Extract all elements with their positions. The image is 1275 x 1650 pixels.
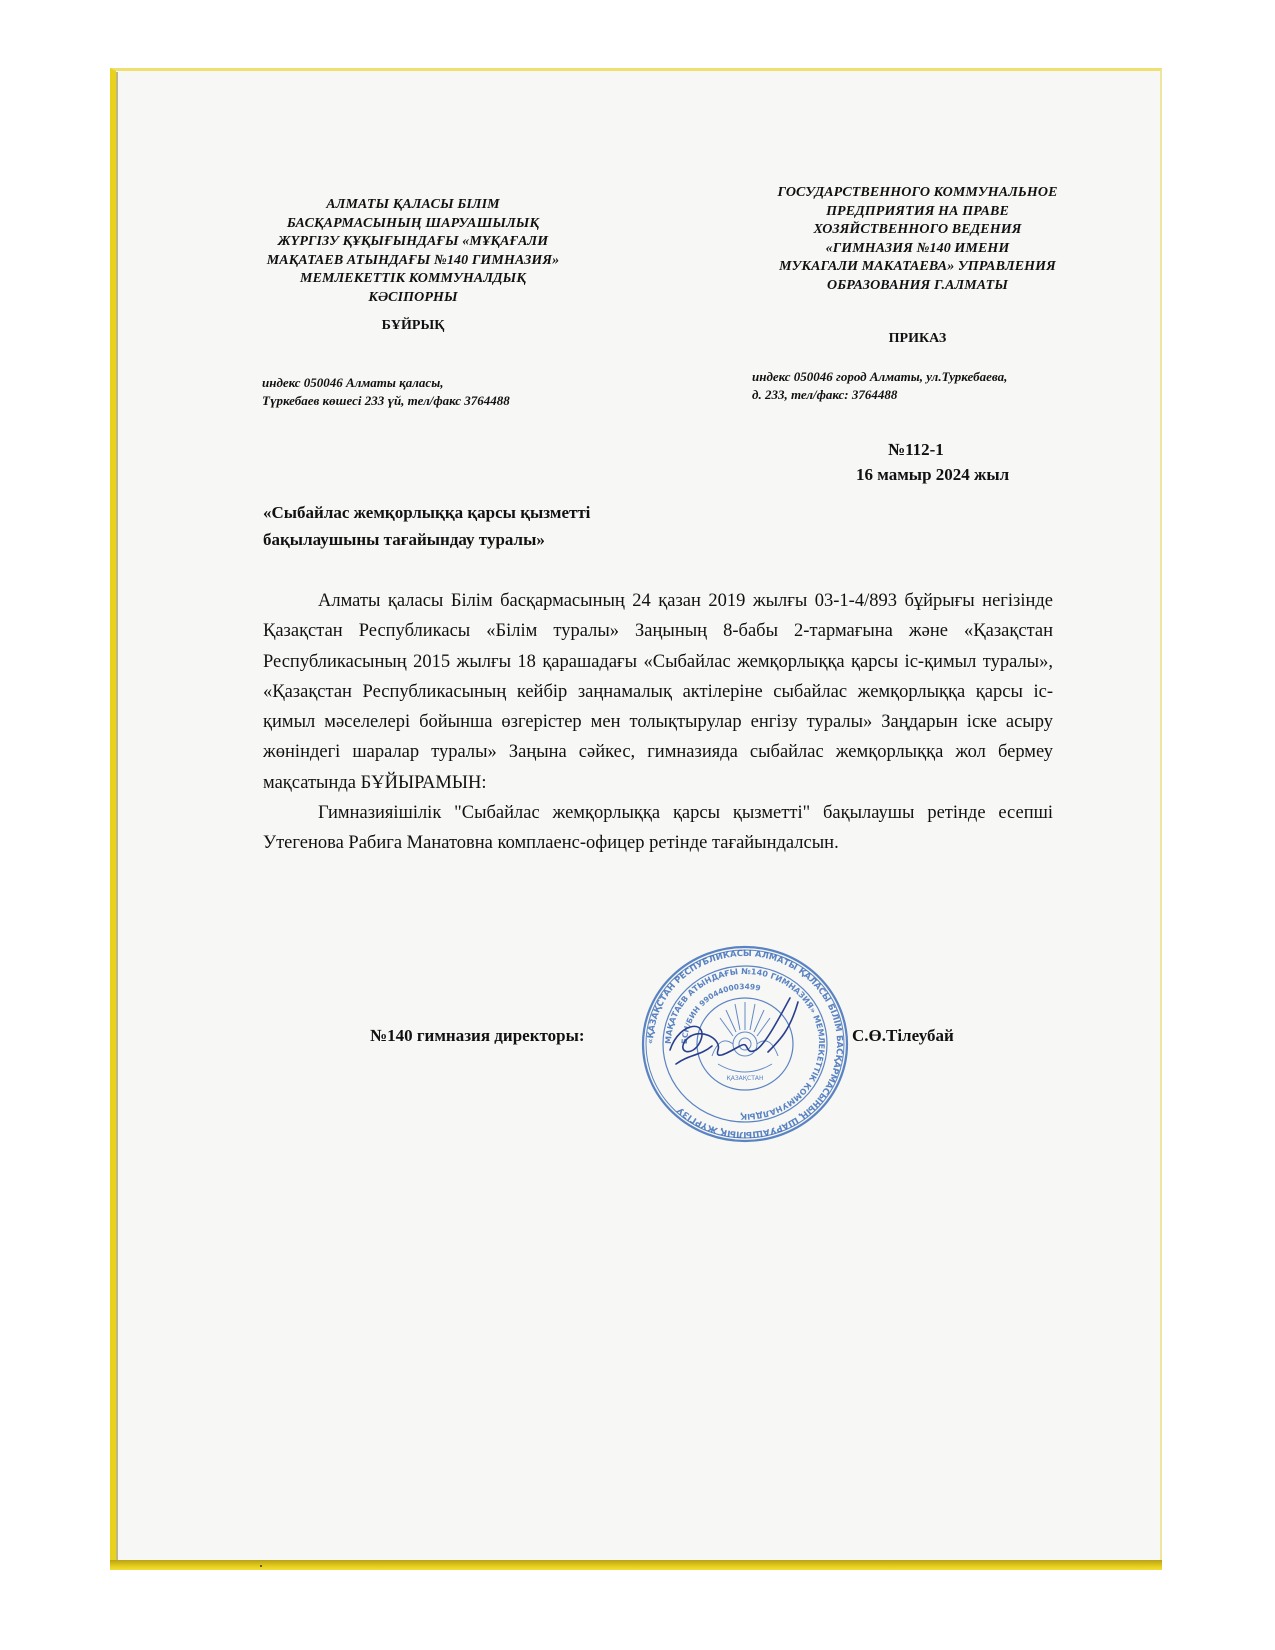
signer-title: №140 гимназия директоры:: [370, 1026, 585, 1045]
header-right-line: «ГИМНАЗИЯ №140 ИМЕНИ: [825, 240, 1010, 256]
doc-type-russian: ПРИКАЗ: [888, 331, 947, 346]
address-left-line: индекс 050046 Алматы қаласы,: [262, 375, 444, 390]
header-right-organization: [745, 184, 1090, 295]
address-right: [752, 368, 1082, 404]
header-left-organization: [248, 196, 578, 307]
order-date: 16 мамыр 2024 жыл: [856, 465, 1010, 484]
page-edge-shadow: [116, 72, 118, 1560]
header-right-line: ХОЗЯЙСТВЕННОГО ВЕДЕНИЯ: [813, 222, 1022, 237]
header-left-line: МАҚАТАЕВ АТЫНДАҒЫ №140 ГИМНАЗИЯ»: [266, 252, 560, 268]
header-right-line: ГОСУДАРСТВЕННОГО КОММУНАЛЬНОЕ: [777, 185, 1058, 200]
header-left-line: КӘСІПОРНЫ: [368, 289, 458, 305]
address-right-line: д. 233, тел/факс: 3764488: [752, 387, 898, 402]
address-left: [262, 374, 582, 410]
body-paragraph-basis: Алматы қаласы Білім басқармасының 24 қазан 2019 жылғы 03-1-4/893 бұйрығы негізінде Қазақстан Республикасы «Білім туралы» Заңының 8-бабы 2-тармағына және «Қазақстан Республикасының 2015 жылғы 18 қарашадағы «Сыбайлас жемқорлыққа қарсы іс-қимыл туралы», «Қазақстан Республикасының кейбір заңнамалық актілеріне сыбайлас жемқорлыққа қарсы іс-қимыл мәселелері бойынша өзгерістер мен толықтырулар енгізу туралы» Заңдарын іске асыру жөніндегі шаралар туралы» Заңына сәйкес, гимназияда сыбайлас жемқорлыққа жол бермеу мақсатында БҰЙЫРАМЫН:: [263, 591, 1053, 793]
header-right-line: ПРЕДПРИЯТИЯ НА ПРАВЕ: [826, 203, 1009, 219]
header-left-line: ЖҮРГІЗУ ҚҰҚЫҒЫНДАҒЫ «МҰҚАҒАЛИ: [277, 234, 549, 249]
stamp-inner-text: МАҚАТАЕВ АТЫНДАҒЫ №140 ГИМНАЗИЯ» МЕМЛЕКЕТТІК КОММУНАЛДЫҚ: [663, 966, 827, 1122]
header-left-line: БАСҚАРМАСЫНЫҢ ШАРУАШЫЛЫҚ: [286, 215, 540, 231]
body-paragraph-appointment: Гимназияішілік "Сыбайлас жемқорлыққа қарсы қызметті" бақылаушы ретінде есепші Утегенова Рабига Манатовна комплаенс-офицер ретінде тағайындалсын.: [263, 803, 1053, 854]
order-title-line: бақылаушыны тағайындау туралы»: [263, 530, 545, 549]
address-left-line: Түркебаев көшесі 233 үй, тел/факс 3764488: [262, 393, 510, 408]
scan-artifact-dot: [260, 1565, 262, 1567]
header-right-line: МУКАГАЛИ МАКАТАЕВА» УПРАВЛЕНИЯ: [779, 259, 1056, 274]
doc-type-kazakh: БҰЙРЫҚ: [381, 318, 445, 333]
header-left-line: АЛМАТЫ ҚАЛАСЫ БІЛІМ: [326, 197, 500, 212]
order-title-line: «Сыбайлас жемқорлыққа қарсы қызметті: [263, 503, 591, 522]
header-left-line: МЕМЛЕКЕТТІК КОММУНАЛДЫҚ: [300, 271, 526, 286]
stamp-bin-text: БСН/БИН 990440003499: [679, 981, 762, 1045]
stamp-center-text: ҚАЗАҚСТАН: [726, 1075, 764, 1082]
order-body: [263, 586, 1053, 859]
header-right-line: ОБРАЗОВАНИЯ Г.АЛМАТЫ: [827, 277, 1008, 293]
order-number: №112-1: [888, 440, 944, 459]
signer-name: С.Ө.Тілеубай: [852, 1026, 954, 1045]
page-bottom-border: [110, 1560, 1162, 1570]
order-title: [263, 499, 783, 553]
director-signature: [640, 980, 850, 1100]
address-right-line: индекс 050046 город Алматы, ул.Туркебаева,: [752, 369, 1008, 384]
stamp-outer-text: «ҚАЗАҚСТАН РЕСПУБЛИКАСЫ АЛМАТЫ ҚАЛАСЫ БІЛІМ БАСҚАРМАСЫНЫҢ ШАРУАШЫЛЫҚ ЖҮРГІЗУ: [645, 948, 845, 1140]
